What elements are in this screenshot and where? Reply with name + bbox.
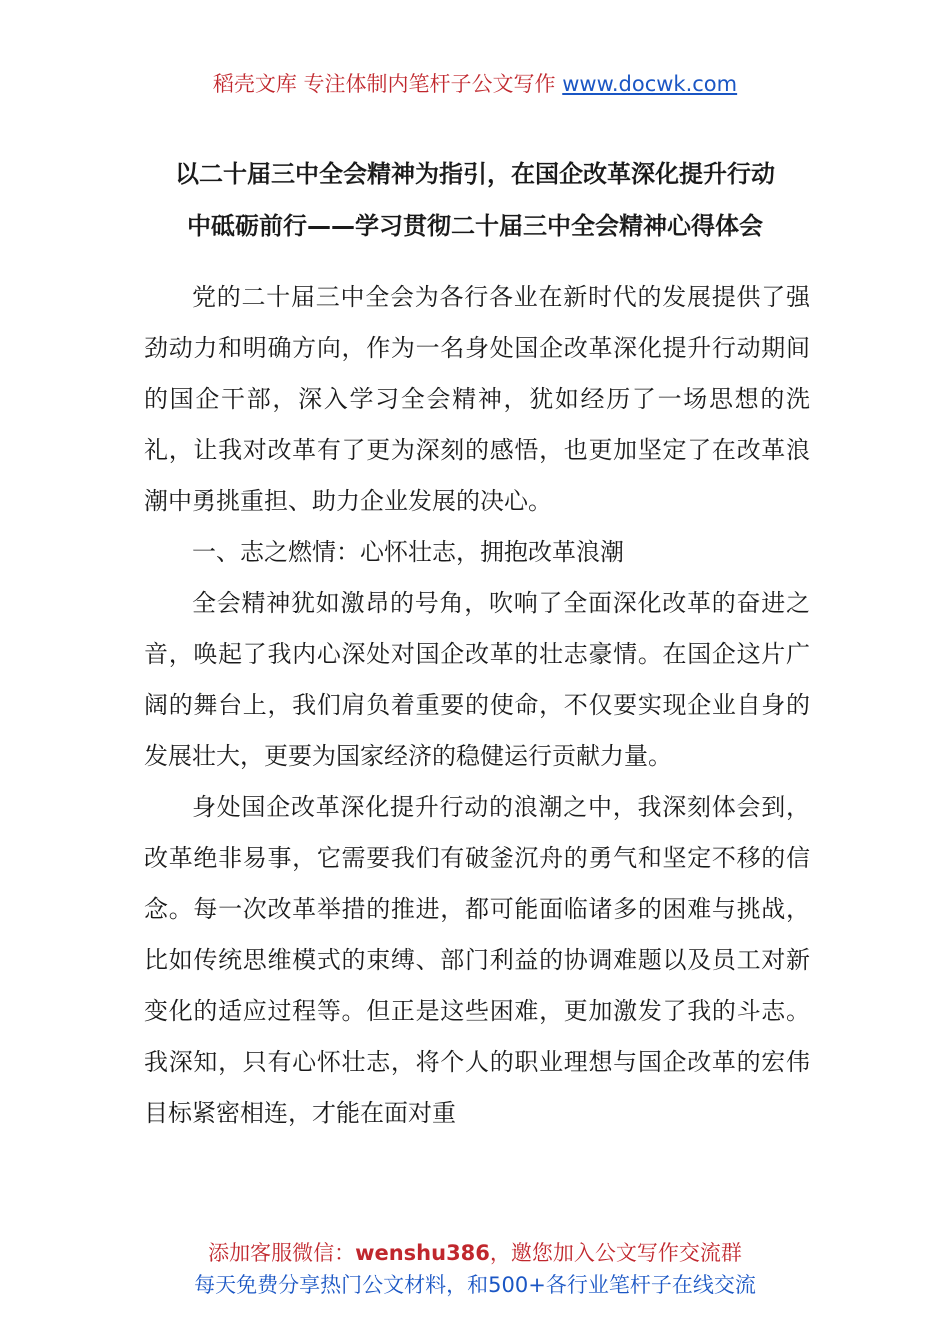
footer-prefix: 添加客服微信： [208,1241,356,1265]
title-line-1: 以二十届三中全会精神为指引，在国企改革深化提升行动 [175,160,775,188]
section-heading-1: 一、志之燃情：心怀壮志，拥抱改革浪潮 [192,538,624,566]
document-title [0,148,950,252]
paragraph-2: 全会精神犹如激昂的号角，吹响了全面深化改革的奋进之音，唤起了我内心深处对国企改革的壮志豪情。在国企这片广阔的舞台上，我们肩负着重要的使命，不仅要实现企业自身的发展壮大，更要为国家经济的稳健运行贡献力量。 [144,589,810,770]
footer-wechat-id: wenshu386 [355,1241,490,1265]
header-site-link[interactable]: www.docwk.com [562,72,738,96]
header-brand-text: 稻壳文库 专注体制内笔杆子公文写作 [212,72,556,96]
document-body [144,272,810,1139]
footer-line-2: 每天免费分享热门公文材料，和500+各行业笔杆子在线交流 [194,1273,756,1297]
page-footer [0,1237,950,1301]
page-header [0,68,950,100]
paragraph-3: 身处国企改革深化提升行动的浪潮之中，我深刻体会到，改革绝非易事，它需要我们有破釜沉舟的勇气和坚定不移的信念。每一次改革举措的推进，都可能面临诸多的困难与挑战，比如传统思维模式的束缚、部门利益的协调难题以及员工对新变化的适应过程等。但正是这些困难，更加激发了我的斗志。我深知，只有心怀壮志，将个人的职业理想与国企改革的宏伟目标紧密相连，才能在面对重 [144,793,810,1127]
footer-suffix: ，邀您加入公文写作交流群 [489,1241,742,1265]
paragraph-intro: 党的二十届三中全会为各行各业在新时代的发展提供了强劲动力和明确方向，作为一名身处国企改革深化提升行动期间的国企干部，深入学习全会精神，犹如经历了一场思想的洗礼，让我对改革有了更为深刻的感悟，也更加坚定了在改革浪潮中勇挑重担、助力企业发展的决心。 [144,283,810,515]
title-line-2: 中砥砺前行——学习贯彻二十届三中全会精神心得体会 [187,212,763,240]
footer-line-1 [0,1237,950,1269]
